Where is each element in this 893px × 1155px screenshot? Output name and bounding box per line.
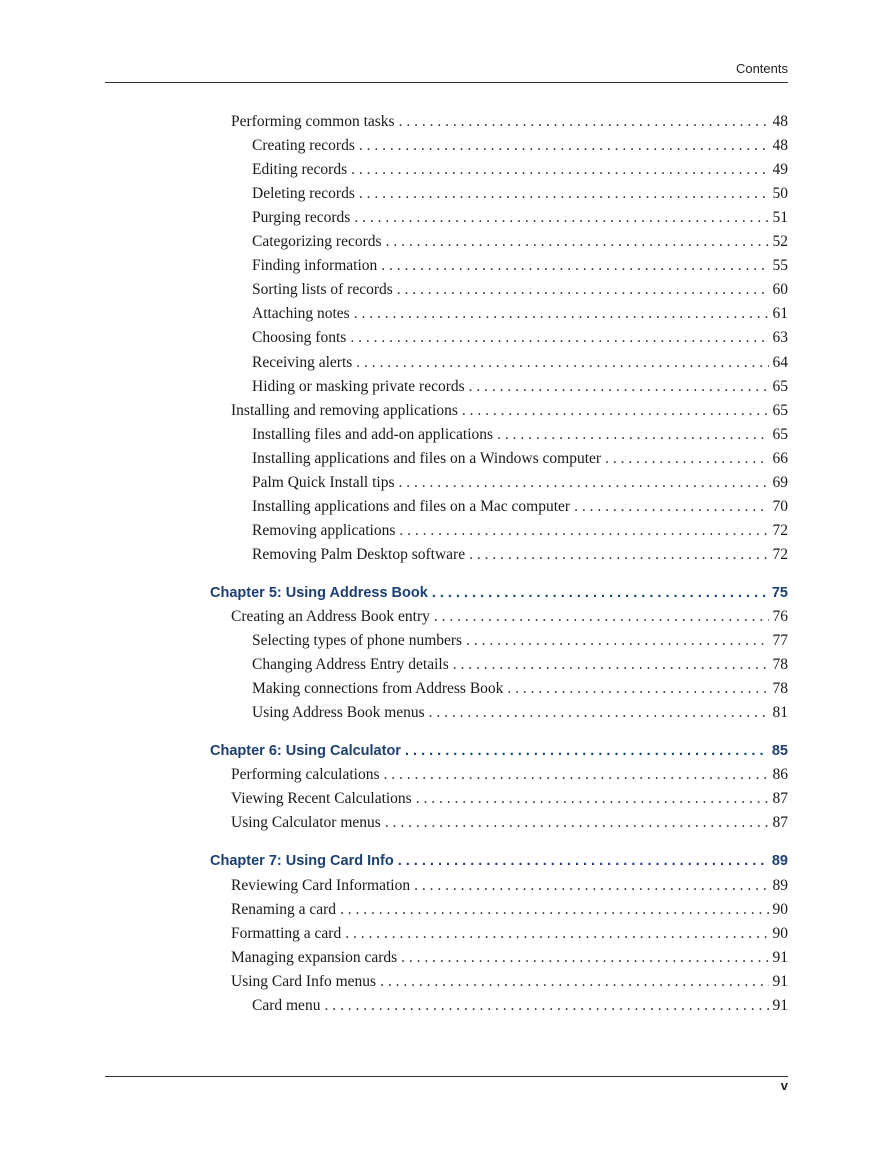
toc-entry-page: 75 — [771, 584, 788, 601]
toc-entry-page: 89 — [771, 853, 788, 870]
toc-entry-title: Chapter 6: Using Calculator — [210, 743, 401, 760]
toc-entry-page: 66 — [772, 449, 788, 467]
dot-leader — [497, 424, 768, 446]
toc-entry[interactable] — [252, 255, 788, 277]
dot-leader — [466, 630, 768, 652]
toc-entry-page: 70 — [772, 497, 788, 515]
toc-entry-page: 61 — [772, 305, 788, 323]
dot-leader — [351, 159, 768, 181]
dot-leader — [340, 899, 768, 921]
toc-entry-title: Hiding or masking private records — [252, 377, 465, 395]
toc-entry-title: Chapter 7: Using Card Info — [210, 853, 394, 870]
toc-entry-page: 87 — [772, 790, 788, 808]
toc-entry[interactable] — [252, 630, 788, 652]
toc-entry-title: Creating records — [252, 137, 355, 155]
toc-entry-title: Using Address Book menus — [252, 704, 425, 722]
toc-entry[interactable] — [231, 899, 788, 921]
toc-entry-page: 69 — [772, 473, 788, 491]
toc-entry-title: Editing records — [252, 161, 348, 179]
dot-leader — [397, 279, 769, 301]
dot-leader — [399, 520, 768, 542]
toc-entry-page: 89 — [772, 876, 788, 894]
toc-entry-title: Installing and removing applications — [231, 401, 458, 419]
toc-entry[interactable] — [231, 788, 788, 810]
toc-entry[interactable] — [252, 496, 788, 518]
dot-leader — [385, 812, 769, 834]
toc-entry[interactable] — [252, 352, 788, 374]
toc-entry-page: 49 — [772, 161, 788, 179]
toc-entry-page: 85 — [771, 743, 788, 760]
toc-entry-title: Chapter 5: Using Address Book — [210, 584, 428, 601]
toc-entry-page: 86 — [772, 766, 788, 784]
toc-entry-title: Renaming a card — [231, 900, 337, 918]
toc-entry-title: Sorting lists of records — [252, 281, 393, 299]
toc-entry-page: 72 — [772, 521, 788, 539]
toc-entry[interactable] — [252, 327, 788, 349]
toc-entry-title: Performing calculations — [231, 766, 380, 784]
toc-entry-title: Using Calculator menus — [231, 814, 381, 832]
toc-entry-title: Creating an Address Book entry — [231, 608, 430, 625]
toc-entry-title: Removing Palm Desktop software — [252, 545, 466, 563]
toc-entry-page: 64 — [772, 353, 788, 371]
toc-entry-page: 65 — [772, 377, 788, 395]
toc-entry-title: Attaching notes — [252, 305, 350, 323]
running-header: Contents — [735, 61, 788, 76]
dot-leader — [398, 850, 768, 872]
toc-entry-page: 76 — [772, 608, 788, 625]
dot-leader — [345, 923, 768, 945]
toc-entry-page: 48 — [772, 113, 788, 130]
dot-leader — [401, 947, 768, 969]
toc-entry[interactable] — [231, 812, 788, 834]
dot-leader — [399, 111, 769, 133]
toc-entry-page: 91 — [772, 948, 788, 966]
toc-entry-title: Making connections from Address Book — [252, 680, 504, 698]
toc-entry[interactable] — [252, 159, 788, 181]
dot-leader — [429, 702, 769, 724]
toc-entry-title: Installing applications and files on a Windows computer — [252, 449, 602, 467]
toc-entry[interactable] — [231, 875, 788, 897]
toc-entry-title: Formatting a card — [231, 924, 342, 942]
toc-entry-title: Finding information — [252, 257, 378, 275]
dot-leader — [359, 183, 769, 205]
toc-entry[interactable] — [231, 606, 788, 628]
toc-entry-title: Removing applications — [252, 521, 396, 539]
dot-leader — [469, 376, 769, 398]
toc-entry-title: Installing applications and files on a Mac computer — [252, 497, 571, 515]
toc-entry[interactable] — [252, 472, 788, 494]
toc-entry-page: 77 — [772, 632, 788, 650]
toc-entry-page: 78 — [772, 680, 788, 698]
toc-chapter-entry[interactable] — [210, 740, 788, 762]
toc-entry-page: 63 — [772, 329, 788, 347]
dot-leader — [434, 606, 769, 628]
toc-entry-title: Categorizing records — [252, 233, 382, 251]
toc-entry[interactable] — [252, 279, 788, 301]
dot-leader — [414, 875, 768, 897]
toc-entry-page: 90 — [772, 924, 788, 942]
toc-entry-title: Deleting records — [252, 185, 355, 203]
toc-entry[interactable] — [252, 303, 788, 325]
toc-entry[interactable] — [252, 678, 788, 700]
toc-entry-page: 91 — [772, 996, 788, 1014]
dot-leader — [324, 995, 768, 1017]
dot-leader — [380, 971, 768, 993]
toc-entry-page: 87 — [772, 814, 788, 832]
toc-entry[interactable] — [252, 376, 788, 398]
dot-leader — [469, 544, 768, 566]
dot-leader — [453, 654, 769, 676]
toc-entry[interactable] — [252, 183, 788, 205]
toc-entry-title: Managing expansion cards — [231, 948, 398, 966]
toc-entry-page: 81 — [772, 704, 788, 722]
toc-entry-page: 72 — [772, 545, 788, 563]
toc-entry[interactable] — [252, 995, 788, 1017]
toc-entry-page: 48 — [772, 137, 788, 155]
toc-entry-title: Choosing fonts — [252, 329, 347, 347]
toc-entry-title: Reviewing Card Information — [231, 876, 411, 894]
toc-entry-title: Receiving alerts — [252, 353, 353, 371]
dot-leader — [359, 135, 769, 157]
dot-leader — [462, 400, 769, 422]
toc-entry-page: 51 — [772, 209, 788, 227]
toc-entry-title: Using Card Info menus — [231, 972, 377, 990]
toc-entry-page: 65 — [772, 425, 788, 443]
dot-leader — [507, 678, 768, 700]
toc-entry-title: Card menu — [252, 996, 321, 1014]
dot-leader — [432, 582, 768, 604]
toc-entry[interactable] — [231, 947, 788, 969]
footer-rule — [105, 1076, 788, 1077]
page-number: v — [780, 1078, 788, 1093]
dot-leader — [405, 740, 768, 762]
toc-entry[interactable] — [231, 923, 788, 945]
toc-entry-page: 65 — [772, 401, 788, 419]
toc-entry-title: Purging records — [252, 209, 351, 227]
toc-entry-page: 55 — [772, 257, 788, 275]
toc-chapter-entry[interactable] — [210, 850, 788, 872]
dot-leader — [605, 448, 768, 470]
toc-entry-title: Installing files and add-on applications — [252, 425, 494, 443]
toc-entry[interactable] — [252, 135, 788, 157]
toc-entry-title: Changing Address Entry details — [252, 656, 449, 674]
toc-entry[interactable] — [252, 702, 788, 724]
toc-entry[interactable] — [252, 448, 788, 470]
toc-entry[interactable] — [231, 111, 788, 133]
toc-entry-title: Palm Quick Install tips — [252, 473, 395, 491]
dot-leader — [416, 788, 769, 810]
dot-leader — [350, 327, 768, 349]
toc-entry-page: 60 — [772, 281, 788, 299]
dot-leader — [381, 255, 768, 277]
dot-leader — [384, 764, 769, 786]
toc-entry-page: 50 — [772, 185, 788, 203]
dot-leader — [356, 352, 768, 374]
toc-chapter-entry[interactable] — [210, 582, 788, 604]
toc-entry[interactable] — [231, 971, 788, 993]
toc-entry[interactable] — [252, 654, 788, 676]
toc-entry[interactable] — [252, 424, 788, 446]
toc-entry-page: 52 — [772, 233, 788, 251]
toc-entry[interactable] — [252, 231, 788, 253]
toc-entry[interactable] — [231, 764, 788, 786]
dot-leader — [399, 472, 769, 494]
header-rule — [105, 82, 788, 83]
dot-leader — [386, 231, 769, 253]
dot-leader — [354, 303, 769, 325]
toc-entry[interactable] — [252, 520, 788, 542]
toc-entry-page: 90 — [772, 900, 788, 918]
toc-entry[interactable] — [231, 400, 788, 422]
dot-leader — [354, 207, 768, 229]
toc-entry-page: 91 — [772, 972, 788, 990]
toc-entry-title: Viewing Recent Calculations — [231, 790, 412, 808]
toc-entry-page: 78 — [772, 656, 788, 674]
toc-entry-title: Performing common tasks — [231, 113, 395, 130]
toc-entry[interactable] — [252, 207, 788, 229]
dot-leader — [574, 496, 768, 518]
toc-entry[interactable] — [252, 544, 788, 566]
toc-entry-title: Selecting types of phone numbers — [252, 632, 463, 650]
